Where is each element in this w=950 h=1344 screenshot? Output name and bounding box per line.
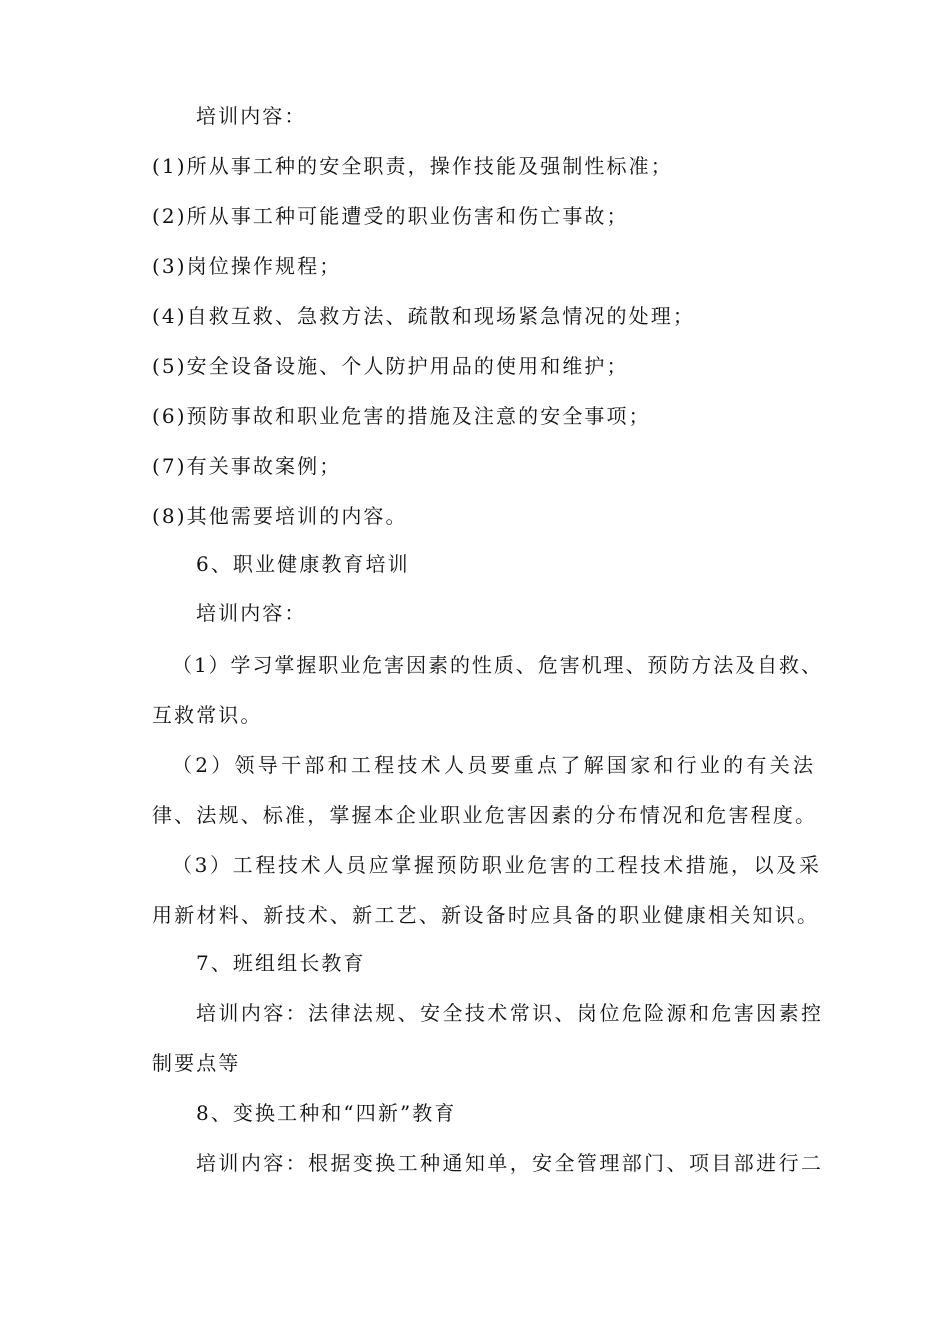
paragraph-3-line-1: （3）工程技术人员应掌握预防职业危害的工程技术措施，以及采 xyxy=(172,853,820,877)
list-item-7: (7)有关事故案例； xyxy=(152,454,342,478)
list-item-1: (1)所从事工种的安全职责，操作技能及强制性标准； xyxy=(152,154,673,178)
section-heading-6: 6、职业健康教育培训 xyxy=(196,552,410,576)
training-content-label: 培训内容： xyxy=(196,104,307,128)
paragraph-2-line-1: （2）领导干部和工程技术人员要重点了解国家和行业的有关法 xyxy=(172,753,814,777)
paragraph-4-line-2: 制要点等 xyxy=(152,1051,241,1075)
paragraph-1-line-1: （1）学习掌握职业危害因素的性质、危害机理、预防方法及自救、 xyxy=(172,653,822,677)
paragraph-1-line-2: 互救常识。 xyxy=(152,703,263,727)
list-item-4: (4)自救互救、急救方法、疏散和现场紧急情况的处理； xyxy=(152,304,695,328)
list-item-8: (8)其他需要培训的内容。 xyxy=(152,504,408,528)
list-item-5: (5)安全设备设施、个人防护用品的使用和维护； xyxy=(152,354,629,378)
paragraph-5-line-1: 培训内容：根据变换工种通知单，安全管理部门、项目部进行二 xyxy=(196,1151,822,1175)
paragraph-2-line-2: 律、法规、标准，掌握本企业职业危害因素的分布情况和危害程度。 xyxy=(152,803,816,827)
list-item-6: (6)预防事故和职业危害的措施及注意的安全事项； xyxy=(152,404,651,428)
list-item-3: (3)岗位操作规程； xyxy=(152,254,342,278)
section-heading-7: 7、班组组长教育 xyxy=(196,951,366,975)
training-content-label: 培训内容： xyxy=(196,601,307,625)
paragraph-3-line-2: 用新材料、新技术、新工艺、新设备时应具备的职业健康相关知识。 xyxy=(152,903,818,927)
list-item-2: (2)所从事工种可能遭受的职业伤害和伤亡事故； xyxy=(152,204,629,228)
section-heading-8: 8、变换工种和“四新”教育 xyxy=(196,1101,457,1125)
paragraph-4-line-1: 培训内容：法律法规、安全技术常识、岗位危险源和危害因素控 xyxy=(196,1001,822,1025)
